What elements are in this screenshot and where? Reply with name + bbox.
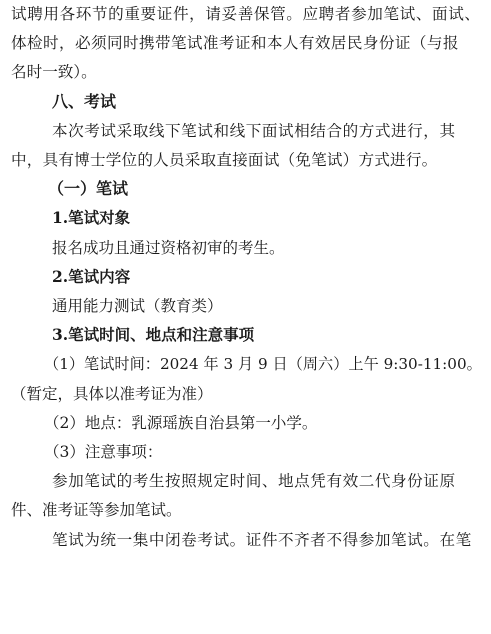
item-heading: 2.笔试内容 <box>52 266 131 286</box>
subsection-heading: （一）笔试 <box>48 179 129 199</box>
body-text-line: 参加笔试的考生按照规定时间、地点凭有效二代身份证原 <box>52 472 456 491</box>
section-heading: 八、考试 <box>52 91 117 111</box>
body-text-line: 报名成功且通过资格初审的考生。 <box>52 238 285 257</box>
body-text-line: （1）笔试时间：2024 年 3 月 9 日（周六）上午 9:30-11:00。 <box>44 355 482 374</box>
body-text-line: 体检时，必须同时携带笔试准考证和本人有效居民身份证（与报 <box>11 34 459 53</box>
body-text-line: （2）地点：乳源瑶族自治县第一小学。 <box>44 413 318 432</box>
body-text-line: 名时一致）。 <box>11 63 97 82</box>
body-text-line: 本次考试采取线下笔试和线下面试相结合的方式进行，其 <box>52 121 456 140</box>
body-text-line: （暂定，具体以准考证为准） <box>11 384 213 403</box>
item-heading: 1.笔试对象 <box>52 208 131 228</box>
item-heading: 3.笔试时间、地点和注意事项 <box>52 325 255 345</box>
body-text-line: 通用能力测试（教育类） <box>52 297 223 315</box>
body-text-line: 件、准考证等参加笔试。 <box>11 501 182 520</box>
body-text-line: 试聘用各环节的重要证件，请妥善保管。应聘者参加笔试、面试、 <box>11 5 481 23</box>
body-text-line: 中，具有博士学位的人员采取直接面试（免笔试）方式进行。 <box>11 151 438 169</box>
body-text-line: （3）注意事项： <box>44 443 163 461</box>
body-text-line: 笔试为统一集中闭卷考试。证件不齐者不得参加笔试。在笔 <box>52 530 472 549</box>
